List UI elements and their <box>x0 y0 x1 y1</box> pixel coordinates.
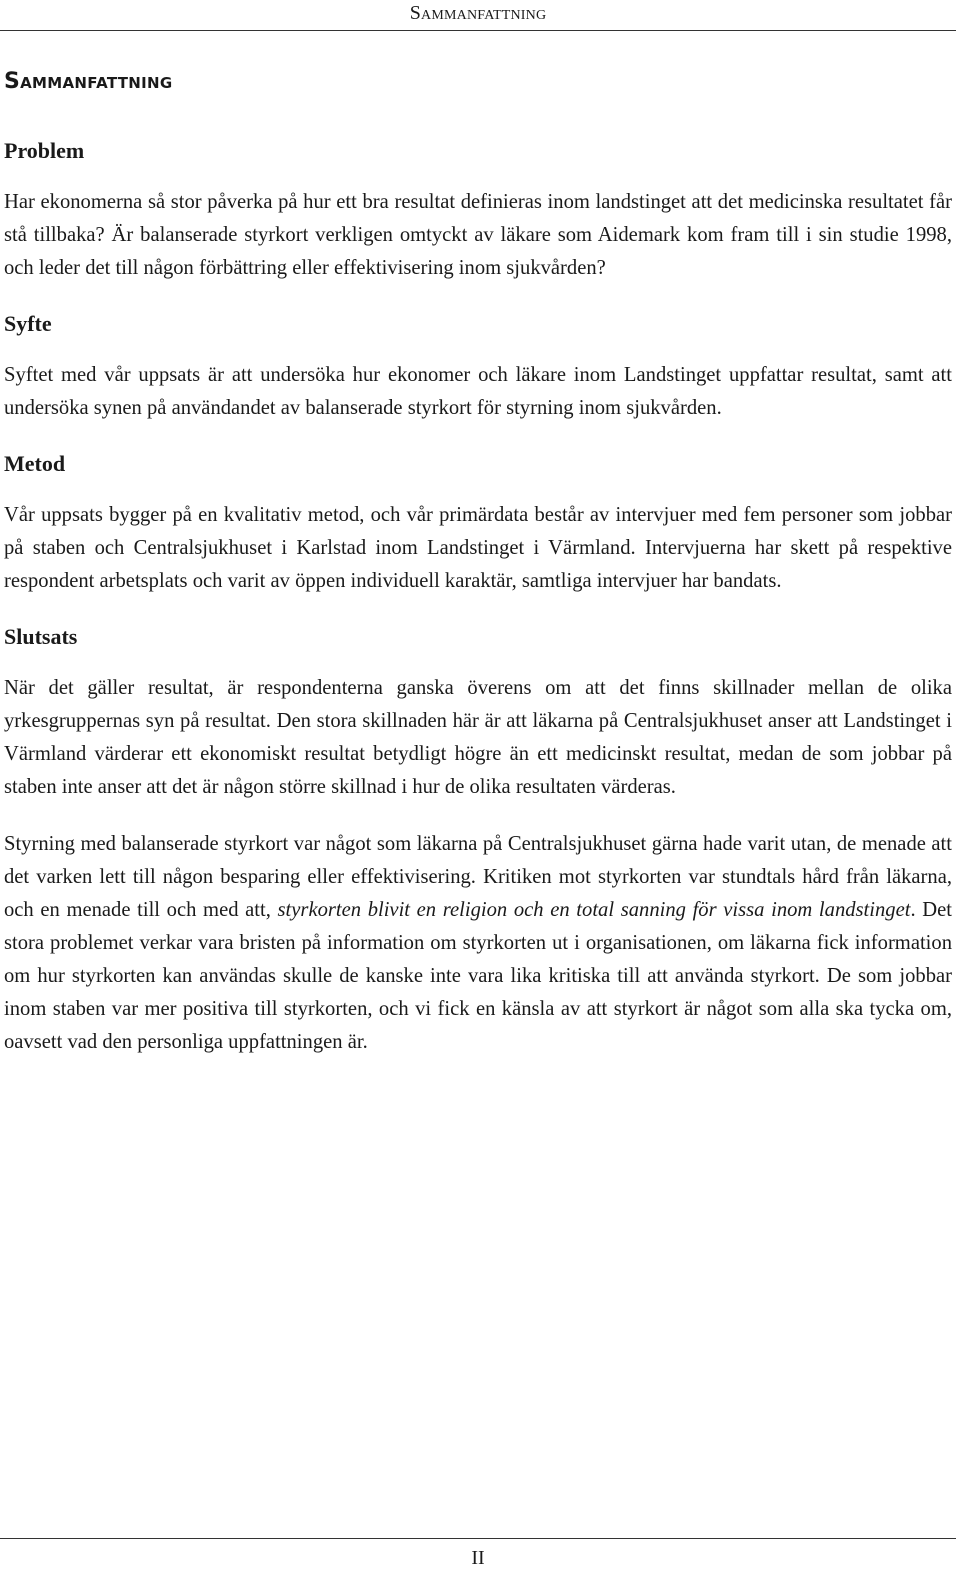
paragraph-slutsats-2-end: . Det stora problemet verkar vara bristen på information om styrkorten ut i organisationen, om läkarna fick information om hur styrkorten kan användas skulle de kanske inte vara lika kritiska till att använda styrkort. De som jobbar inom staben var mer positiva till styrkorten, och vi fick en känsla av att styrkort är något som alla ska tycka om, oavsett vad den personliga uppfattningen är. <box>4 899 952 1053</box>
page-title: Sammanfattning <box>4 69 173 94</box>
paragraph-slutsats-2 <box>4 828 952 1059</box>
page-content <box>4 62 952 1083</box>
footer-divider <box>0 1538 956 1539</box>
page-number: II <box>471 1547 485 1569</box>
paragraph-syfte: Syftet med vår uppsats är att undersöka hur ekonomer och läkare inom Landstinget uppfattar resultat, samt att undersöka synen på användandet av balanserade styrkort för styrning inom sjukvården. <box>4 364 952 419</box>
running-header: Sammanfattning <box>409 2 547 24</box>
section-slutsats <box>4 622 952 1059</box>
paragraph-problem: Har ekonomerna så stor påverka på hur ett bra resultat definieras inom landstinget att det medicinska resultatet får stå tillbaka? Är balanserade styrkort verkligen omtyckt av läkare som Aidemark kom fram till i sin studie 1998, och leder det till någon förbättring eller effektivisering inom sjukvården? <box>4 191 952 279</box>
paragraph-metod: Vår uppsats bygger på en kvalitativ metod, och vår primärdata består av intervjuer med fem personer som jobbar på staben och Centralsjukhuset i Karlstad inom Landstinget i Värmland. Intervjuerna har skett på respektive respondent arbetsplats och varit av öppen individuell karaktär, samtliga intervjuer har bandats. <box>4 504 952 592</box>
paragraph-slutsats-1: När det gäller resultat, är respondenterna ganska överens om att det finns skillnader mellan de olika yrkesgruppernas syn på resultat. Den stora skillnaden här är att läkarna på Centralsjukhuset anser att Landstinget i Värmland värderar ett ekonomiskt resultat betydligt högre än ett medicinskt resultat, medan de som jobbar på staben inte anser att det är någon större skillnad i hur de olika resultaten värderas. <box>4 677 952 798</box>
paragraph-slutsats-2-start: Styrning med balanserade styrkort var något som läkarna på Centralsjukhuset gärna hade varit utan, de menade att det varken lett till någon besparing eller effektivisering. Kritiken mot styrkorten var stundtals hård från läkarna, och en menade till och med att, <box>4 833 952 921</box>
section-heading-slutsats: Slutsats <box>4 624 78 649</box>
section-metod <box>4 449 952 598</box>
section-problem <box>4 136 952 285</box>
quoted-critique: styrkorten blivit en religion och en total sanning för vissa inom landstinget <box>277 899 911 921</box>
section-heading-problem: Problem <box>4 138 85 163</box>
header-divider <box>0 30 956 31</box>
section-heading-metod: Metod <box>4 451 66 476</box>
section-syfte <box>4 309 952 425</box>
section-heading-syfte: Syfte <box>4 311 52 336</box>
